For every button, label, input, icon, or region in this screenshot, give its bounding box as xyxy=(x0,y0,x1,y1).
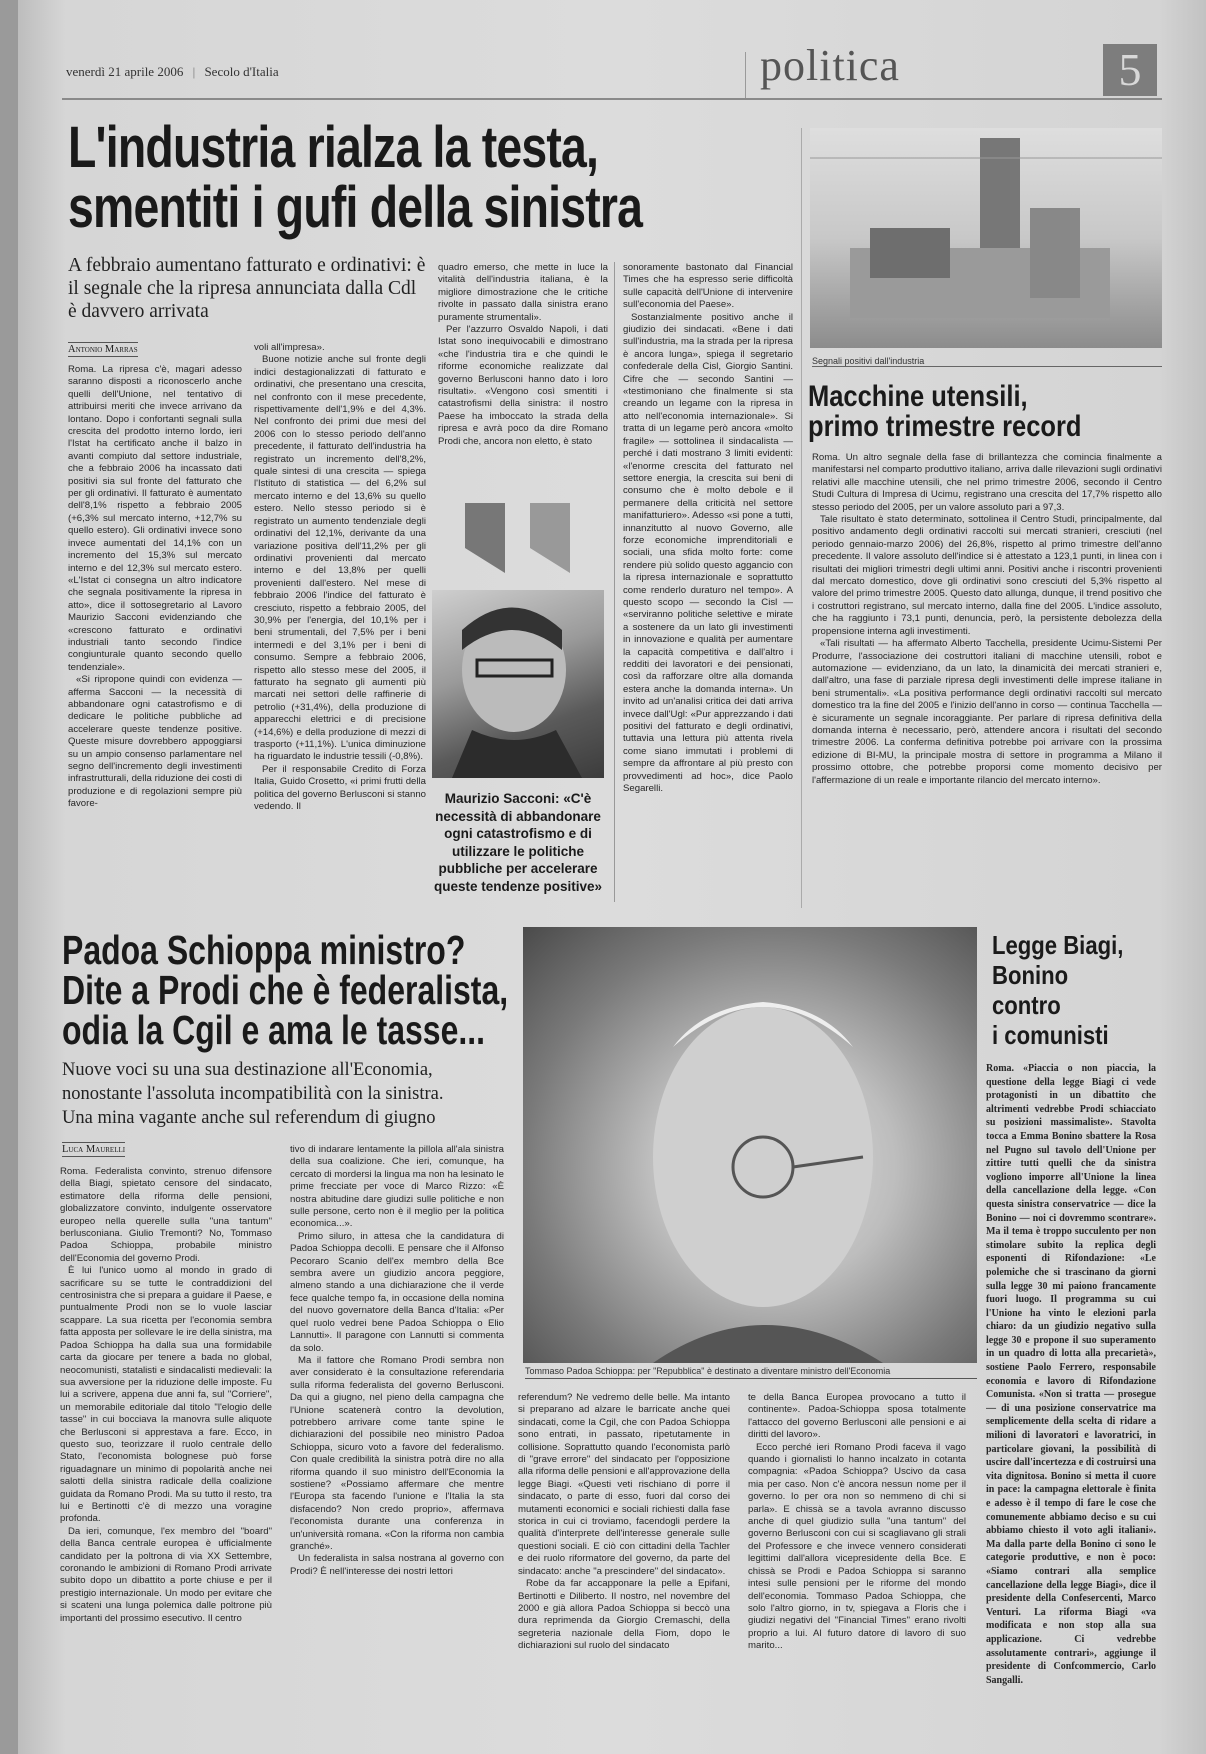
paragraph: tivo di indarare lentamente la pillola all'ala sinistra della sua coalizione. Che ieri, comunque, ha cercato di mordersi la lingua ma non ha lesinato le prime frecciate per voce di Marco Rizzo: «È nostra abitudine dare giudizi sulle politiche e non sulle persone, certo non è il meglio per la politica economica...». xyxy=(290,1144,504,1230)
machines-body xyxy=(812,452,1162,907)
paragraph: Primo siluro, in attesa che la candidatura di Padoa Schioppa decolli. E pensare che il Alfonso Pecoraro Scanio dell'ex membro della Bce sembra avere un giudizio ancora peggiore, almeno stando a una dichiarazione che il verde fece qualche tempo fa, in occasione della nomina del nuovo governatore della Banca d'Italia: «Per quel ruolo vedrei bene Padoa Schioppa o Elio Lannutti». Il paragone con Lannutti si commenta da solo. xyxy=(290,1230,504,1354)
issue-date: venerdì 21 aprile 2006 xyxy=(66,64,184,79)
industry-column-1 xyxy=(68,364,242,906)
headline-line: contro xyxy=(992,990,1061,1020)
masthead-dateline xyxy=(66,64,279,80)
headline-line: odia la Cgil e ama le tasse... xyxy=(62,1007,486,1053)
sacconi-quote: Maurizio Sacconi: «C'è necessità di abbandonare ogni catastrofismo e di utilizzare le politiche pubbliche per accelerare queste tendenze positive» xyxy=(433,791,603,894)
paragraph: Ecco perché ieri Romano Prodi faceva il vago quando i giornalisti lo hanno incalzato in cotanta compagnia: «Padoa Schioppa? Uscivo da casa mia per caso. Non c'è ancora nessun nome per il governo. Io per ora non so nemmeno di chi si parla». E chissà se a tavola avranno discusso anche di quel giudizio sulla "una tantum" del governo Berlusconi con cui si scagliavano gli strali del Professore e che invece vennero considerati legittimi dall'allora vicepresidente della Bce. E chissà se Prodi e Padoa Schioppa si saranno intesi sulle pensioni per le riforme del mondo dell'economia. Tommaso Padoa Schioppa, che solo l'altro giorno, in tv, spiegava a Floris che i giudizi negativi del "Financial Times" erano rivolti proprio a lui. Al futuro datore di lavoro di suo marito... xyxy=(748,1441,966,1652)
headline-line: i comunisti xyxy=(992,1020,1109,1050)
padoa-column-1 xyxy=(60,1166,272,1704)
paragraph: Roma. Un altro segnale della fase di brillantezza che comincia finalmente a manifestarsi nel comparto produttivo italiano, arriva dalle rilevazioni sugli ordinativi relativi alle macchine utensili, che nel primo trimestre 2006, secondo il Centro Studi Cultura di Impresa di Ucimu, registrano una crescita del 17,7% rispetto allo stesso periodo del 2005, per un valore assoluto pari a 97,3. xyxy=(812,452,1162,513)
paragraph: voli all'impresa». xyxy=(254,342,325,353)
machines-headline xyxy=(808,382,1082,442)
industry-byline: Antonio Marras xyxy=(68,344,138,355)
separator: | xyxy=(192,64,196,79)
column-rule xyxy=(614,262,615,902)
factory-machine-icon xyxy=(810,128,1162,348)
paragraph: «Si ripropone quindi con evidenza — afferma Sacconi — la necessità di abbandonare ogni catastrofismo e di dedicare le politiche pubbliche ad accelerare queste tendenze positive. Queste misure dovrebbero appoggiarsi su un ampio consenso parlamentare nel segno dell'incremento degli investimenti infrastrutturali, della riduzione dei costi di produzione e di regolazioni sempre più favore- xyxy=(68,674,242,810)
machine-photo-caption: Segnali positivi dall'industria xyxy=(812,356,1162,367)
headline-line: Macchine utensili, xyxy=(808,380,1028,413)
padoa-schioppa-photo xyxy=(523,927,977,1363)
industry-headline xyxy=(68,115,643,240)
biagi-headline xyxy=(992,930,1123,1050)
industry-column-3 xyxy=(438,262,608,486)
paragraph: Per il responsabile Credito di Forza Italia, Guido Crosetto, «i primi frutti della politica del governo Berlusconi si stanno vedendo. Il xyxy=(254,763,426,813)
industry-column-2 xyxy=(254,342,426,906)
padoa-photo-caption: Tommaso Padoa Schioppa: per "Repubblica" è destinato a diventare ministro dell'Economia xyxy=(525,1366,977,1379)
machine-tool-photo xyxy=(810,128,1162,348)
industry-column-4 xyxy=(623,262,793,906)
paragraph: Da ieri, comunque, l'ex membro del "board" della Banca centrale europea è ufficialmente candidato per la poltrona di via XX Settembre, coronando le ambizioni di Romano Prodi arrivate subito dopo un dibattito a porte chiuse e per il prestigio internazionale. Un modo per evitare che si scateni una lunga polemica dalle poltrone più importanti del prossimo esecutivo. Il centro xyxy=(60,1525,272,1624)
biagi-body xyxy=(986,1062,1156,1704)
sacconi-photo xyxy=(432,590,604,778)
subhead-line: Una mina vagante anche sul referendum di giugno xyxy=(62,1108,436,1128)
padoa-column-3 xyxy=(518,1392,730,1704)
paragraph: Ma il fattore che Romano Prodi sembra non aver considerato è la consultazione referendaria sulla riforma federalista del governo Berlusconi. Da qui a giugno, nel pieno della campagna che l'Unione scatenerà contro la devolution, potrebbero arrivare come tante spine le dichiarazioni del possibile neo ministro Padoa Schioppa, sicuro voto a favore del federalismo. Con quale credibilità la sinistra potrà dire no alla riforma quando il suo ministro dell'Economia la sostiene? «Possiamo affermare che mentre l'Europa sta facendo l'unione e l'Italia la sta disfacendo? Non credo proprio», affermava l'economista durante una conferenza in un'università romana. «Con la riforma non cambia granché». xyxy=(290,1354,504,1552)
newspaper-name: Secolo d'Italia xyxy=(204,64,279,79)
paragraph: te della Banca Europea provocano a tutto il continente». Padoa-Schioppa sposa totalmente l'attacco del governo Berlusconi alle pensioni e ai diritti del lavoro». xyxy=(748,1392,966,1441)
paragraph: Tale risultato è stato determinato, sottolinea il Centro Studi, principalmente, dal positivo andamento degli ordinativi raccolti sui mercati stranieri, cresciuti (nel periodo gennaio-marzo 2006) del 26,8%, rispetto al primo trimestre dell'anno precedente. Il valore assoluto dell'indice si è attestato a 123,1 punti, in linea con i risultati dei migliori trimestri degli ultimi anni. Positivi anche i riscontri provenienti dal mercato domestico, dove gli ordinativi sono cresciuti del 5,3% rispetto al valore del primo trimestre 2005. Questo dato allunga, dunque, il trend positivo che i costruttori registrano, sul mercato interno, dalla fine del 2005. L'indice assoluto, che ha raggiunto i 73,1 punti, denuncia, però, la persistente debolezza della propensione interna agli investimenti. xyxy=(812,514,1162,637)
arrow-graphic-icon xyxy=(455,498,595,578)
headline-line: L'industria rialza la testa, xyxy=(68,115,599,180)
paragraph: Roma. Federalista convinto, strenuo difensore della Biagi, spietato censore del sindacato, estimatore della riforma delle pensioni, globalizzatore convinto, indulgente osservatore europeo nella querelle sulla "una tantum" berlusconiana. Giulio Tremonti? No, Tommaso Padoa Schioppa, probabile ministro dell'Economia del governo Prodi. xyxy=(60,1166,272,1264)
paragraph: Un federalista in salsa nostrana al governo con Prodi? È nell'interesse dei nostri lettori xyxy=(290,1553,504,1577)
paragraph: Robe da far accapponare la pelle a Epifani, Bertinotti e Diliberto. Il nostro, nel novembre del 2000 e già allora Padoa Schioppa si beccò una dura reprimenda da Giorgio Cremaschi, della segreteria nazionale della Fiom, dopo le dichiarazioni sul ruolo del sindacato xyxy=(518,1578,730,1652)
paragraph: È lui l'unico uomo al mondo in grado di sacrificare su se tutte le contraddizioni del centrosinistra che si prepara a guidare il Paese, e puntualmente Prodi non se lo vuole lasciar scappare. La sua ricetta per l'economia sembra fatta apposta per sollevare le ire della sinistra, ma Padoa Schioppa ha dalla sua una formidabile carta da giocare per tenere a bada no global, neocomunisti, statalisti e sindacalisti medievali: la sua avversione per la riduzione delle imposte. Fu lui a scrivere, appena due anni fa, sul "Corriere", un memorabile editoriale dal titolo "l'elogio delle tasse" in cui bocciava la manovra sulle aliquote che Berlusconi si apprestava a fare. Ecco, in questo suo, teorizzare il ruolo centrale dello Stato, l'economista bolognese può forse riguadagnare un minimo di popolarità anche nei salotti della sinistra radicale della coalizione guidata da Romano Prodi. Ma su tutto il resto, tra lui e Bertinotti c'è di mezzo una voragine profonda. xyxy=(60,1265,272,1525)
header-rule xyxy=(62,98,1162,100)
padoa-column-4 xyxy=(748,1392,966,1704)
graphic-arrows xyxy=(455,498,595,578)
subhead-line: nonostante l'assoluta incompatibilità con la sinistra. xyxy=(62,1084,444,1104)
column-rule xyxy=(801,128,802,908)
portrait-icon xyxy=(432,590,604,778)
paragraph: Sostanzialmente positivo anche il giudizio dei sindacati. «Bene i dati sull'industria, ma la strada per la ripresa è ancora lunga», spiega il segretario confederale della Cisl, Giorgio Santini. Cifre che — secondo Santini — «testimoniano che finalmente si sta creando un legame con la ripresa in atto nell'economia internazionale». Si tratta di un legame però ancora «molto fragile» — sottolinea il sindacalista — perché i dati mostrano 3 limiti evidenti: «l'enorme crescita del fatturato nel settore energia, la crescita sui beni di consumo che è molto debole e il permanere della criticità nel settore manifatturiero». Adesso «si pone a tutti, innanzitutto al nuovo Governo, alle forze economiche imprenditoriali e sociali, una sfida molto forte: come rendere più solido questo aggancio con la ripresa internazionale e soprattutto come renderlo duraturo nel tempo». A questo scopo — secondo la Cisl — «serviranno politiche selettive e mirate a sostenere da un lato gli investimenti in innovazione e qualità per aumentare la capacità competitiva e dall'altro i redditi dei lavoratori e dei pensionati, così da rafforzare oltre alla domanda estera anche la domanda interna». Un invito ad un'analisi critica dei dati arriva invece dall'Ugl: «Pur apprezzando i dati positivi del fatturato e degli ordinativi, tuttavia una lettura più attenta rivela come siano immutati i problemi di sempre da affrontare al più presto con provvedimenti ad hoc», dice Paolo Segarelli. xyxy=(623,311,793,795)
paragraph: Roma. «Piaccia o non piaccia, la questione della legge Biagi ci vede protagonisti in un dibattito che altrimenti vedrebbe Prodi schiacciato su posizioni massimaliste». Stavolta tocca a Emma Bonino sbattere la Rosa nel Pugno sul tavolo dell'Unione per zittire tutti quelli che da sinistra vogliono imporre all'Unione la linea della cancellazione della legge. «Con questa sinistra conservatrice — dice la Bonino — noi ci dovremmo scontrare». Ma il tema è troppo succulento per non stimolare subito la replica degli esponenti di Rifondazione: «Le polemiche che si trascinano da giorni sulla legge 30 mi paiono francamente fuori luogo. Il programma su cui l'Unione ha vinto le elezioni parla chiaro: da un giudizio negativo sulla legge 30 e propone il suo superamento in un quadro di lotta alla precarietà», sostiene Paolo Ferrero, responsabile economia e lavoro di Rifondazione Comunista. «Non si tratta — prosegue — di una posizione conservatrice ma semplicemente della scelta di ridare a milioni di lavoratori e lavoratrici, in particolare giovani, la possibilità di uscire dall'incertezza e di costruirsi una vita dignitosa. Bonino si metta il cuore in pace: la campagna elettorale è finita e adesso è il tempo di fare le cose che comunemente abbiamo deciso e su cui abbiamo chiesto il voto agli italiani». Ma dalla parte della Bonino ci sono le categorie produttive, e non è poco: «Siamo contrari alla semplice cancellazione della legge Biagi», dice il presidente della Confesercenti, Marco Venturi. La riforma Biagi «va modificata e non stop alla sua applicazione. Ci vedrebbe assolutamente contrari», aggiunge il presidente di Confcommercio, Carlo Sangalli. xyxy=(986,1063,1156,1686)
paragraph: sonoramente bastonato dal Financial Times che ha espresso serie difficoltà sulle capacità dell'Unione di intervenire sull'economia del Paese». xyxy=(623,262,793,311)
paragraph: referendum? Ne vedremo delle belle. Ma intanto si preparano ad alzare le barricate anche quei sindacati, come la Cgil, che con Padoa Schioppa sono entrati, in passato, ripetutamente in collisione. Soprattutto quando l'economista parlò di "grave errore" del sindacato per l'opposizione alla riforma delle pensioni e all'approvazione della legge Biagi. «Questi veti rischiano di porre il sindacato, o parte di esso, fuori dal corso dei mutamenti economici e sociali richiesti dalla fase storica in cui ci troviamo, facendogli perdere la qualità d'interprete dell'interesse generale sulle questioni sociali. E ciò con cittadini della Tachler e dei ruolo riformatore del governo, da parte del sindacato: anche "a prescindere" del sindacato». xyxy=(518,1392,730,1577)
paragraph: Roma. La ripresa c'è, magari adesso saranno disposti a riconoscerlo anche quelli dell'Unione, nel tentativo di attribuirsi meriti che invece arrivano da lontano. Dopo i confortanti segnali sulla crescita del prodotto interno lordo, ieri l'Istat ha certificato anche il balzo in avanti compiuto dal settore industriale, che a febbraio 2006 ha incassato dati positivi sia sul fronte del fatturato che per gli ordinativi. Il fatturato è aumentato dell'8,1% rispetto a febbraio 2005 (+6,3% sul mercato interno, +12,7% su quello estero). Gli ordinativi invece sono invece aumentati del 14,1% con un incremento del 15,3% sul mercato interno e del 12,3% sul mercato estero. «L'Istat ci consegna un altro indicatore che segnala positivamente la ripresa in atto», dice il sottosegretario al Lavoro Maurizio Sacconi evidenziando che «crescono fatturato e ordinativi industriali tanto secondo l'indice congiunturale quanto secondo quello tendenziale». xyxy=(68,364,242,673)
portrait-icon xyxy=(523,927,977,1363)
headline-line: smentiti i gufi della sinistra xyxy=(68,175,643,240)
headline-line: Dite a Prodi che è federalista, xyxy=(62,967,509,1013)
headline-line: Legge Biagi, xyxy=(992,930,1124,960)
paragraph: Per l'azzurro Osvaldo Napoli, i dati Istat sono inequivocabili e dimostrano «che l'industria tira e che quindi le riforme economiche realizzate dal governo Berlusconi hanno dato i loro risultati». «Vengono così smentiti i catastrofismi della sinistra: il nostro Paese ha imboccato la strada della ripresa e avrà poco da dire Romano Prodi che, ancora non eletto, è stato xyxy=(438,324,608,447)
page-number: 5 xyxy=(1103,44,1157,96)
padoa-headline xyxy=(62,927,509,1053)
paragraph: «Tali risultati — ha affermato Alberto Tacchella, presidente Ucimu-Sistemi Per Produrre, l'associazione dei costruttori italiani di macchine utensili, robot e automazione — evidenziano, da un lato, la dinamicità dei mercati stranieri e, dall'altro, una fase di parziale ripresa degli investimenti delle imprese italiane in beni strumentali». «La positiva performance degli ordinativi raccolti sul mercato domestico tra la fine del 2005 e l'inizio dell'anno in corso — continua Tacchella — è sicuramente un segnale incoraggiante. Per parlare di ripresa definitiva della domanda interna è necessario, però, attendere ancora i risultati del secondo trimestre 2006. La conferma definitiva potrebbe poi arrivare con la prossima edizione di BI-MU, la principale mostra di settore in programma a Milano il prossimo ottobre, che potrebbe proporsi come momento decisivo per l'affermazione di un reale e importante rilancio del mercato interno». xyxy=(812,638,1162,786)
headline-line: Bonino xyxy=(992,960,1069,990)
padoa-byline: Luca Maurelli xyxy=(62,1144,126,1155)
industry-subhead: A febbraio aumentano fatturato e ordinativi: è il segnale che la ripresa annunciata dalla Cdl è davvero arrivata xyxy=(68,255,426,322)
paragraph: quadro emerso, che mette in luce la vitalità dell'industria italiana, è la migliore dimostrazione che le critiche rivolte in passato dalla sinistra erano puramente strumentali». xyxy=(438,262,608,323)
padoa-subhead xyxy=(62,1058,502,1130)
section-title: politica xyxy=(760,41,900,90)
header-divider xyxy=(745,52,746,98)
padoa-column-2 xyxy=(290,1144,504,1704)
subhead-line: Nuove voci su una sua destinazione all'Economia, xyxy=(62,1060,433,1080)
paragraph: Buone notizie anche sul fronte degli indici destagionalizzati di fatturato e ordinativi, che presentano una crescita, nel confronto con il mese precedente, rispettivamente dell'1,9% e del 4,3%. Nel confronto dei primi due mesi del 2006 con lo stesso periodo dell'anno precedente, il fatturato dell'industria ha registrato un incremento dell'8,2%, quale sintesi di una crescita — spiega l'Istituto di statistica — del 6,2% sul mercato interno e del 13,6% su quello estero. Nello stesso periodo si è registrato un aumento tendenziale degli ordinativi del 12,1%, derivante da una variazione positiva dell'11,2% per gli ordinativi provenienti dal mercato interno e del 13,8% per quelli provenienti dall'estero. Nel mese di febbraio 2006 l'indice del fatturato è cresciuto, rispetto a febbraio 2005, del 30,9% per l'energia, del 10,1% per i beni strumentali, del 7,5% per i beni intermedi e del 3,1% per i beni di consumo. Sempre a febbraio 2006, rispetto allo stesso mese del 2005, il fatturato ha segnato gli aumenti più marcati nei settori delle raffinerie di petrolio (+31,4%), della produzione di apparecchi elettrici e di precisione (+14,6%) e della produzione di mezzi di trasporto (+11,1%). L'unica diminuzione ha riguardato le industrie tessili (-0,8%). xyxy=(254,354,426,763)
headline-line: primo trimestre record xyxy=(808,410,1082,443)
headline-line: Padoa Schioppa ministro? xyxy=(62,927,466,973)
